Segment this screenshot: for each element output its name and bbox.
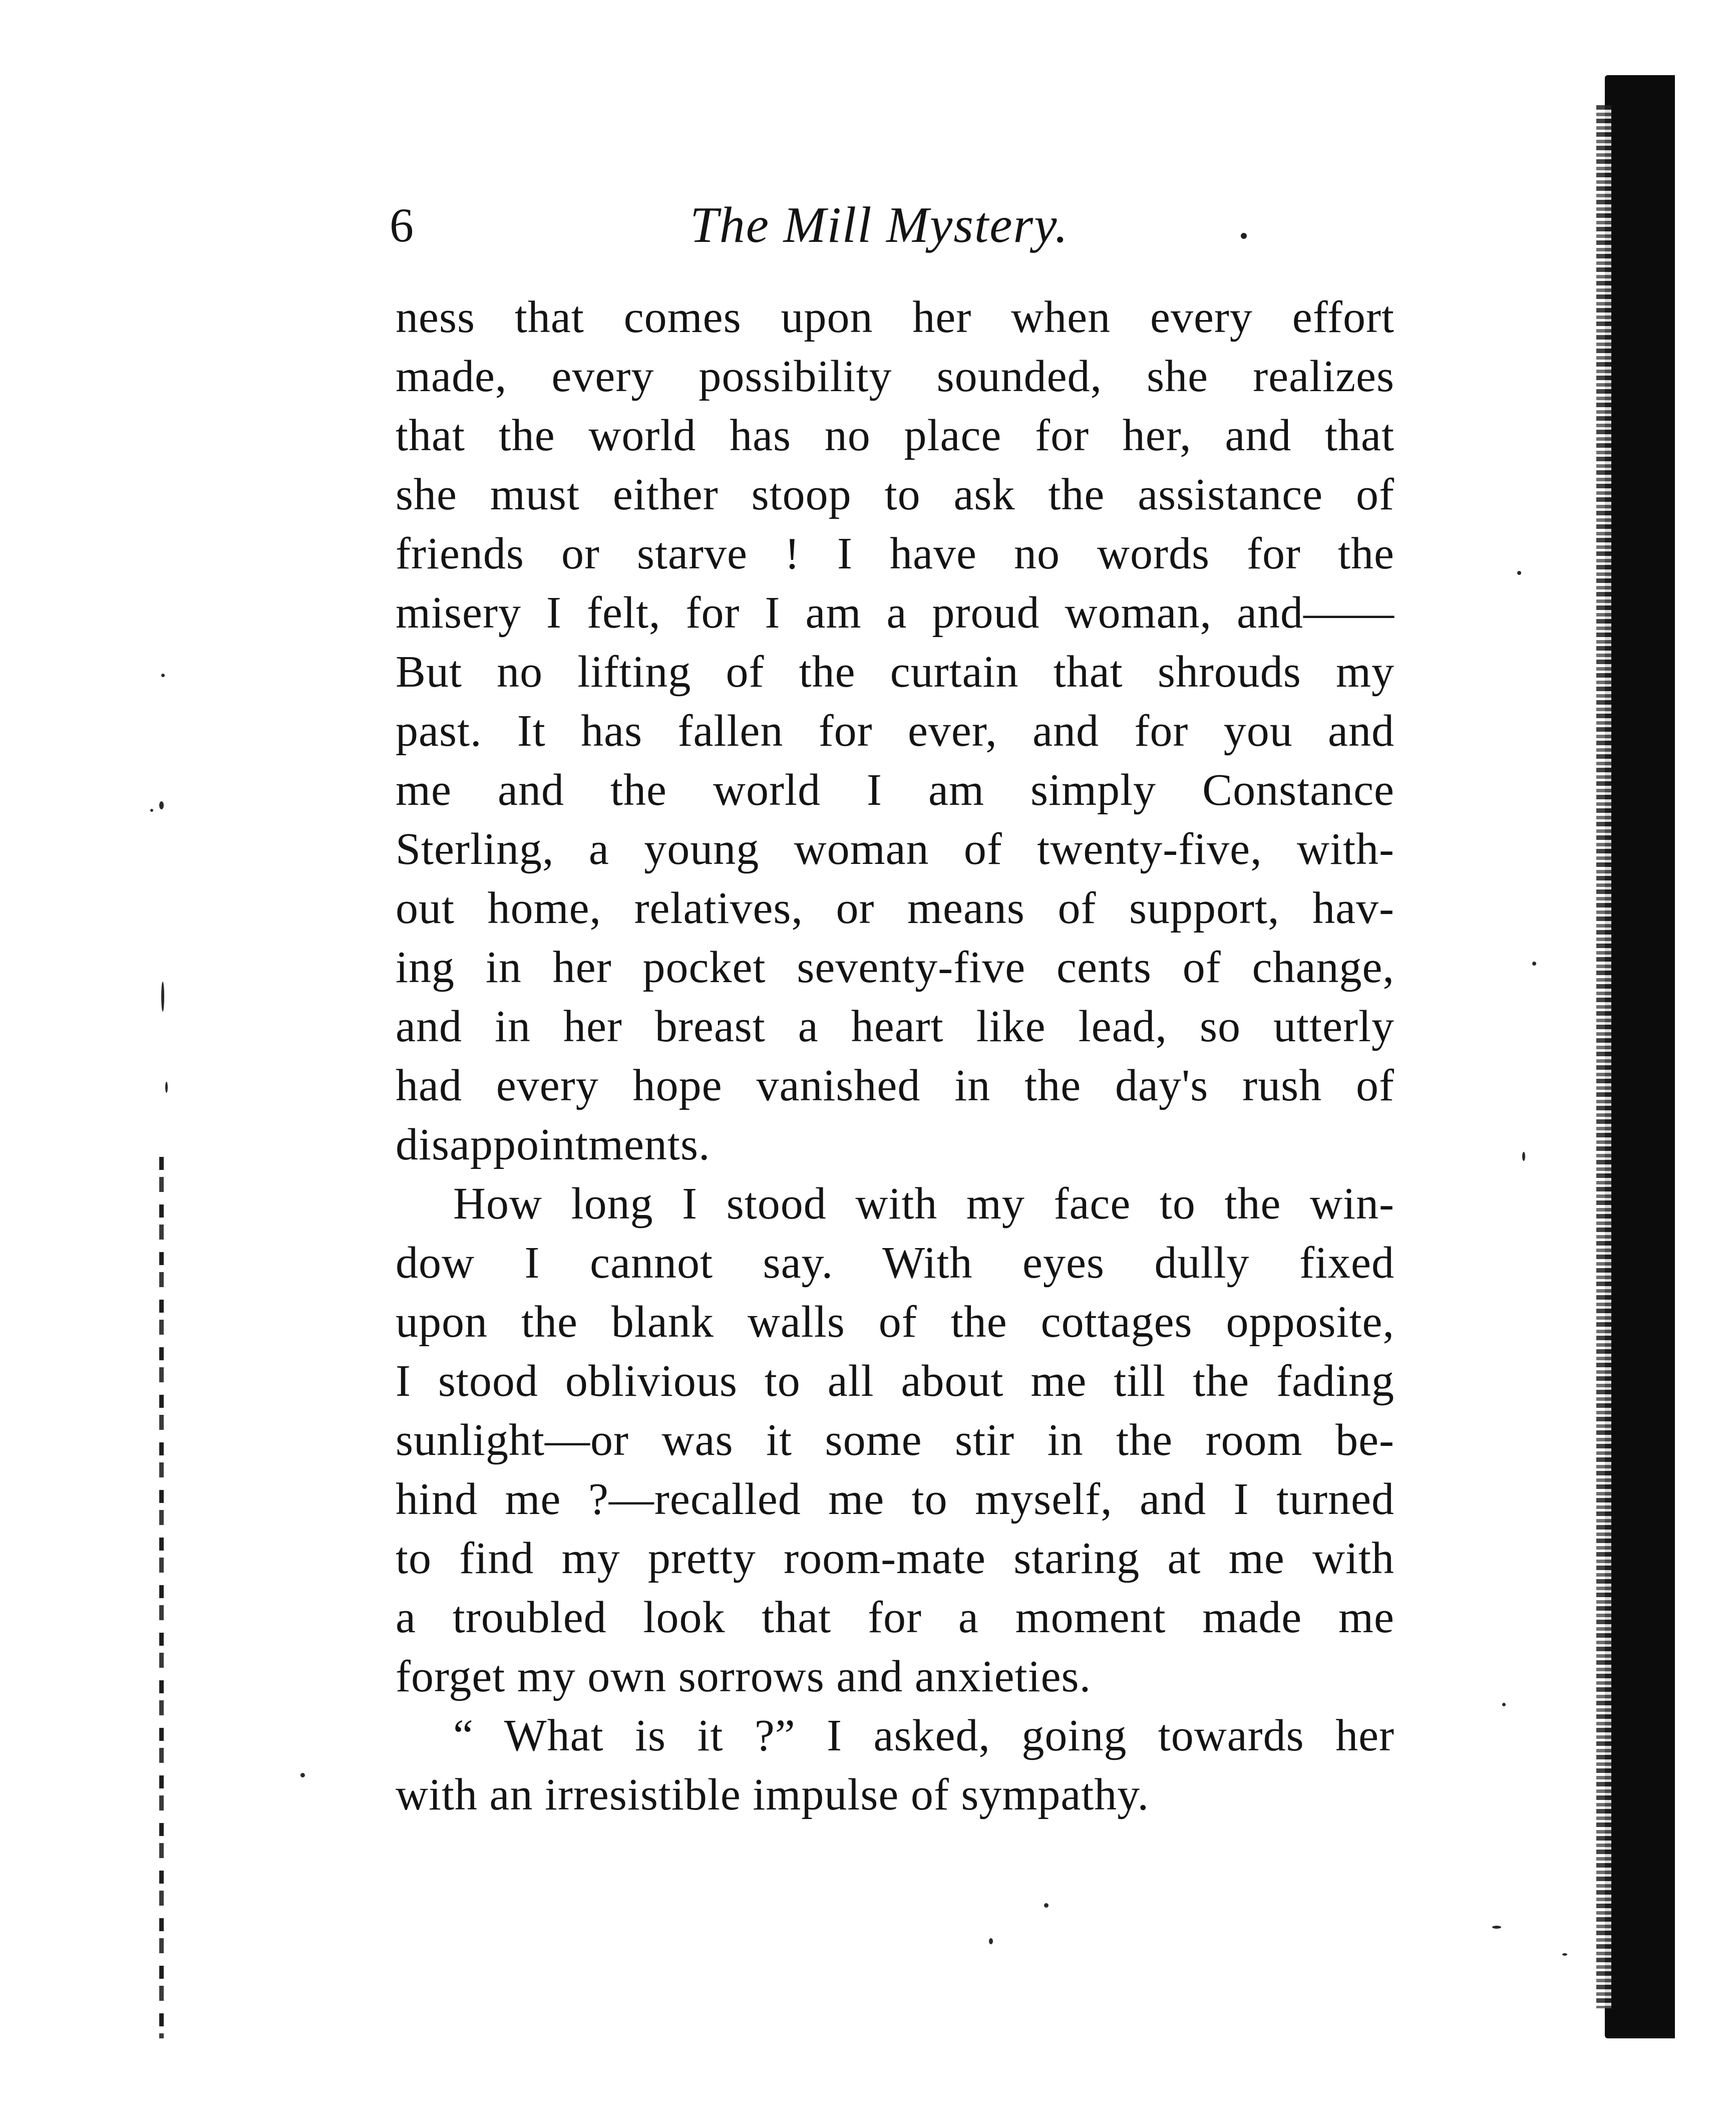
book-spine-shadow (1605, 75, 1675, 2038)
paragraph-window (396, 1174, 1395, 1706)
header-dot (1241, 233, 1247, 239)
text-line: hind me ?—recalled me to myself, and I turned (396, 1474, 1395, 1524)
text-line: past. It has fallen for ever, and for you and (396, 706, 1395, 756)
text-line: a troubled look that for a moment made me (396, 1593, 1395, 1642)
text-line: “ What is it ?” I asked, going towards her (453, 1711, 1395, 1760)
scan-speck (150, 809, 153, 812)
text-line: with an irresistible impulse of sympathy. (396, 1770, 1149, 1820)
text-line: made, every possibility sounded, she realizes (396, 352, 1395, 401)
text-line: she must either stoop to ask the assistance of (396, 470, 1395, 519)
paragraph-question (396, 1706, 1395, 1825)
text-line: Sterling, a young woman of twenty-five, with- (396, 824, 1395, 874)
text-line: But no lifting of the curtain that shrouds my (396, 647, 1395, 697)
scan-speck (300, 1773, 305, 1777)
text-line: I stood oblivious to all about me till the fading (396, 1356, 1395, 1406)
scan-speck (1562, 1953, 1567, 1956)
text-line: forget my own sorrows and anxieties. (396, 1652, 1092, 1701)
text-line: upon the blank walls of the cottages opposite, (396, 1297, 1395, 1347)
scan-speck (161, 674, 165, 677)
text-line: friends or starve ! I have no words for the (396, 529, 1395, 578)
scan-speck (1522, 1152, 1525, 1161)
text-line: misery I felt, for I am a proud woman, and—— (396, 588, 1395, 638)
scan-speck (159, 801, 164, 809)
scan-speck (1532, 962, 1536, 966)
scan-speck (165, 1082, 168, 1093)
body-text (396, 288, 1395, 1825)
scan-speck (1502, 1703, 1506, 1706)
running-title: The Mill Mystery. (690, 197, 1069, 253)
page-number: 6 (390, 198, 414, 252)
text-line: had every hope vanished in the day's rush of (396, 1061, 1395, 1110)
text-line: dow I cannot say. With eyes dully fixed (396, 1238, 1395, 1288)
paragraph-continuation (396, 288, 1395, 1174)
spine-edge-texture (1596, 105, 1611, 2008)
scan-speck (1044, 1903, 1049, 1908)
text-line: ness that comes upon her when every effort (396, 292, 1395, 342)
text-line: me and the world I am simply Constance (396, 765, 1395, 815)
scan-speck (1517, 571, 1521, 575)
text-line: How long I stood with my face to the win- (453, 1179, 1395, 1229)
text-line: disappointments. (396, 1120, 711, 1169)
scan-speck (161, 982, 164, 1012)
text-line: sunlight—or was it some stir in the room be- (396, 1415, 1395, 1465)
text-line: ing in her pocket seventy-five cents of change, (396, 943, 1395, 992)
text-line: that the world has no place for her, and that (396, 411, 1395, 460)
scan-speck (1492, 1926, 1501, 1929)
left-margin-scan-marks (159, 1157, 164, 2038)
text-line: out home, relatives, or means of support, hav- (396, 883, 1395, 933)
scan-speck (989, 1938, 993, 1944)
running-header (390, 193, 1371, 263)
text-line: to find my pretty room-mate staring at me with (396, 1534, 1395, 1583)
text-line: and in her breast a heart like lead, so utterly (396, 1002, 1395, 1051)
